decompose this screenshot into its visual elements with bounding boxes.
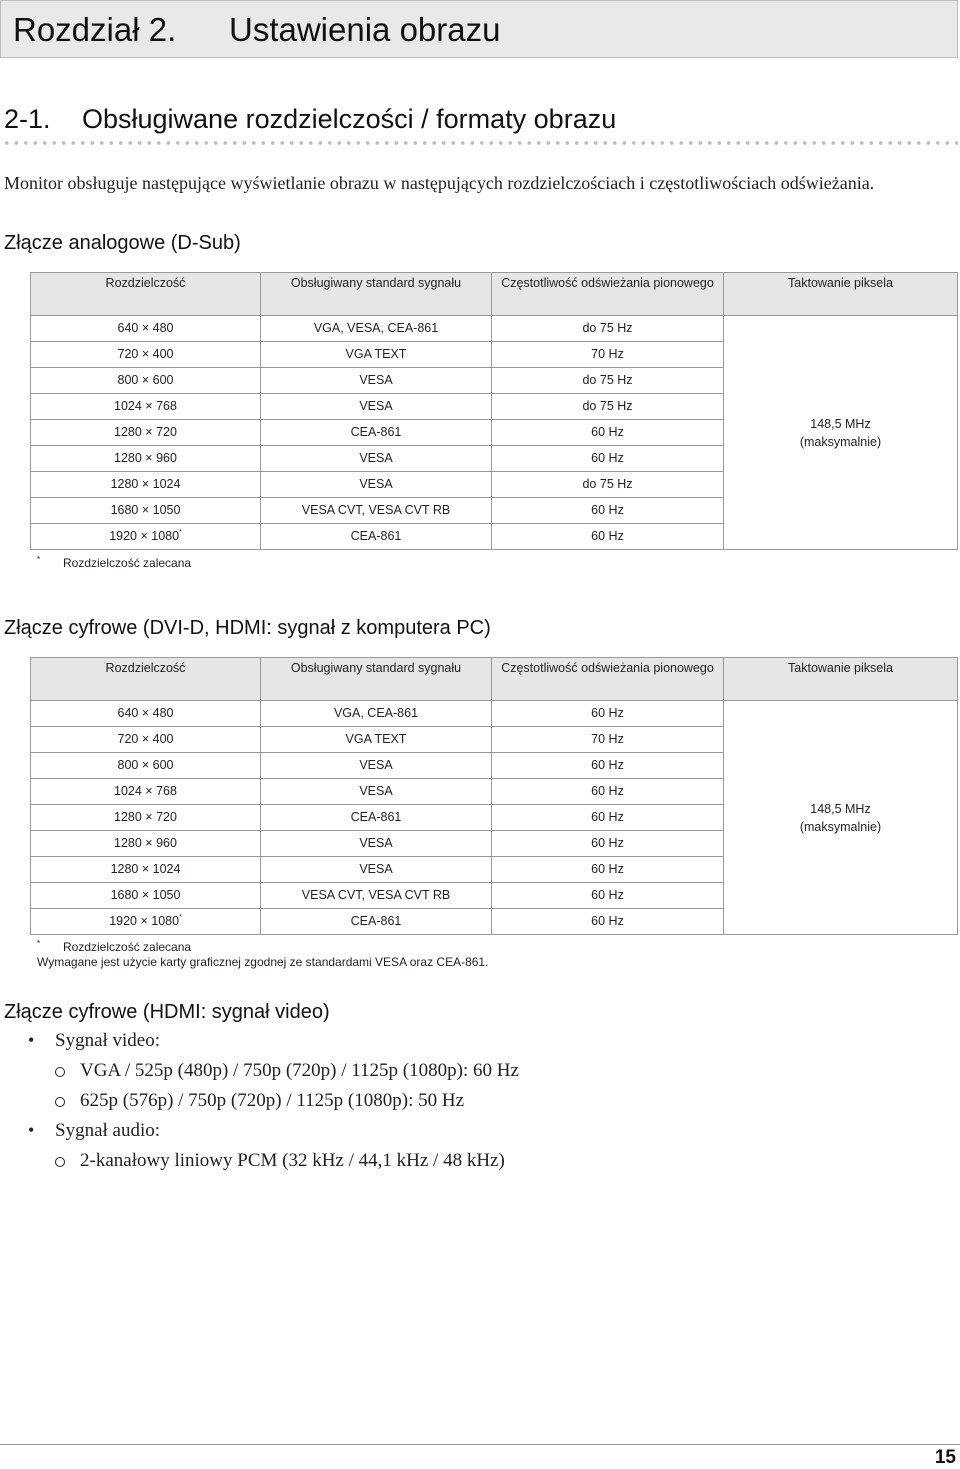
header-resolution: Rozdzielczość <box>31 273 261 316</box>
resolution-value: 800 × 600 <box>117 758 174 772</box>
bullet-icon: • <box>28 1120 35 1140</box>
cell-vertical-frequency: 70 Hz <box>492 342 724 368</box>
resolution-value: 800 × 600 <box>117 373 174 387</box>
resolution-value: 1920 × 1080 <box>109 529 180 543</box>
resolution-value: 1680 × 1050 <box>110 503 181 517</box>
cell-resolution <box>31 701 261 727</box>
cell-resolution <box>31 394 261 420</box>
pixel-clock-value: 148,5 MHz <box>810 416 871 431</box>
cell-signal-standard: VESA <box>261 368 492 394</box>
cell-resolution <box>31 883 261 909</box>
cell-resolution <box>31 498 261 524</box>
cell-signal-standard: CEA-861 <box>261 909 492 935</box>
cell-signal-standard: VESA <box>261 394 492 420</box>
cell-vertical-frequency: do 75 Hz <box>492 316 724 342</box>
cell-resolution <box>31 753 261 779</box>
resolution-value: 1280 × 720 <box>114 425 177 439</box>
circle-bullet-icon <box>55 1067 65 1077</box>
resolution-value: 1280 × 720 <box>114 810 177 824</box>
page-number: 15 <box>934 1447 956 1468</box>
cell-signal-standard: VESA <box>261 753 492 779</box>
recommended-marker: * <box>179 914 182 921</box>
recommended-marker: * <box>179 529 182 536</box>
cell-vertical-frequency: do 75 Hz <box>492 368 724 394</box>
header-signal-standard: Obsługiwany standard sygnału <box>261 273 492 316</box>
header-vertical-frequency: Częstotliwość odświeżania pionowego <box>492 273 724 316</box>
cell-resolution <box>31 420 261 446</box>
resolution-value: 1280 × 1024 <box>110 862 181 876</box>
cell-signal-standard: CEA-861 <box>261 805 492 831</box>
resolution-value: 720 × 400 <box>117 732 174 746</box>
pixel-clock-value: 148,5 MHz <box>810 801 871 816</box>
cell-vertical-frequency: 60 Hz <box>492 831 724 857</box>
cell-vertical-frequency: 60 Hz <box>492 498 724 524</box>
cell-signal-standard: VESA <box>261 472 492 498</box>
cell-signal-standard: VESA <box>261 779 492 805</box>
cell-signal-standard: VGA, VESA, CEA-861 <box>261 316 492 342</box>
footnote-text: Rozdzielczość zalecana <box>63 556 192 570</box>
chapter-header <box>0 0 958 58</box>
cell-vertical-frequency: do 75 Hz <box>492 394 724 420</box>
analog-resolution-table <box>30 272 958 550</box>
cell-vertical-frequency: do 75 Hz <box>492 472 724 498</box>
resolution-value: 1920 × 1080 <box>109 914 180 928</box>
section-title <box>4 104 616 135</box>
cell-signal-standard: VGA, CEA-861 <box>261 701 492 727</box>
cell-vertical-frequency: 60 Hz <box>492 701 724 727</box>
resolution-value: 720 × 400 <box>117 347 174 361</box>
cell-vertical-frequency: 60 Hz <box>492 857 724 883</box>
pixel-clock-note: (maksymalnie) <box>799 434 882 449</box>
digital-pc-resolution-table <box>30 657 958 935</box>
cell-resolution <box>31 831 261 857</box>
digital-pc-heading: Złącze cyfrowe (DVI-D, HDMI: sygnał z komputera PC) <box>4 617 491 639</box>
resolution-value: 640 × 480 <box>117 706 174 720</box>
list-item-text: 2-kanałowy liniowy PCM (32 kHz / 44,1 kHz / 48 kHz) <box>80 1150 505 1171</box>
cell-resolution <box>31 727 261 753</box>
cell-signal-standard: VESA CVT, VESA CVT RB <box>261 498 492 524</box>
cell-vertical-frequency: 60 Hz <box>492 805 724 831</box>
intro-paragraph: Monitor obsługuje następujące wyświetlanie obrazu w następujących rozdzielczościach i częstotliwościach odświeżania. <box>4 173 875 193</box>
cell-resolution <box>31 909 261 935</box>
resolution-value: 640 × 480 <box>117 321 174 335</box>
cell-resolution <box>31 524 261 550</box>
digital-pc-footnote <box>37 939 191 954</box>
cell-vertical-frequency: 60 Hz <box>492 909 724 935</box>
cell-signal-standard: VGA TEXT <box>261 342 492 368</box>
footnote-star: * <box>37 555 41 564</box>
cell-pixel-clock <box>724 316 958 550</box>
digital-pc-footnote-2: Wymagane jest użycie karty graficznej zgodnej ze standardami VESA oraz CEA-861. <box>37 955 489 969</box>
header-pixel-clock: Taktowanie piksela <box>724 658 958 701</box>
cell-signal-standard: VESA <box>261 446 492 472</box>
digital-video-heading: Złącze cyfrowe (HDMI: sygnał video) <box>4 1001 330 1023</box>
cell-resolution <box>31 368 261 394</box>
cell-signal-standard: VESA <box>261 831 492 857</box>
chapter-title: Ustawienia obrazu <box>229 11 501 48</box>
cell-signal-standard: CEA-861 <box>261 524 492 550</box>
cell-resolution <box>31 805 261 831</box>
bullet-icon: • <box>28 1030 35 1050</box>
cell-vertical-frequency: 60 Hz <box>492 446 724 472</box>
chapter-number: Rozdział 2. <box>13 11 177 48</box>
cell-signal-standard: VESA CVT, VESA CVT RB <box>261 883 492 909</box>
dotted-divider <box>2 140 958 146</box>
cell-vertical-frequency: 60 Hz <box>492 524 724 550</box>
cell-signal-standard: VGA TEXT <box>261 727 492 753</box>
cell-resolution <box>31 857 261 883</box>
resolution-value: 1280 × 960 <box>114 451 177 465</box>
list-item-text: Sygnał video: <box>55 1030 161 1051</box>
cell-vertical-frequency: 60 Hz <box>492 753 724 779</box>
cell-vertical-frequency: 60 Hz <box>492 420 724 446</box>
resolution-value: 1024 × 768 <box>114 784 177 798</box>
footnote-text: Rozdzielczość zalecana <box>63 940 192 954</box>
analog-footnote <box>37 555 191 570</box>
resolution-value: 1280 × 1024 <box>110 477 181 491</box>
cell-resolution <box>31 316 261 342</box>
section-title-text: Obsługiwane rozdzielczości / formaty obrazu <box>82 104 617 134</box>
footnote-star: * <box>37 939 41 948</box>
cell-signal-standard: CEA-861 <box>261 420 492 446</box>
circle-bullet-icon <box>55 1157 65 1167</box>
pixel-clock-note: (maksymalnie) <box>799 819 882 834</box>
cell-resolution <box>31 472 261 498</box>
section-number: 2-1. <box>4 104 51 134</box>
list-item-text: VGA / 525p (480p) / 750p (720p) / 1125p (1080p): 60 Hz <box>80 1060 519 1081</box>
circle-bullet-icon <box>55 1097 65 1107</box>
cell-pixel-clock <box>724 701 958 935</box>
header-vertical-frequency: Częstotliwość odświeżania pionowego <box>492 658 724 701</box>
header-signal-standard: Obsługiwany standard sygnału <box>261 658 492 701</box>
header-resolution: Rozdzielczość <box>31 658 261 701</box>
cell-resolution <box>31 342 261 368</box>
footer-divider <box>0 1444 960 1445</box>
cell-signal-standard: VESA <box>261 857 492 883</box>
analog-heading: Złącze analogowe (D-Sub) <box>4 232 241 254</box>
table-header-row <box>31 273 958 316</box>
header-pixel-clock: Taktowanie piksela <box>724 273 958 316</box>
cell-vertical-frequency: 70 Hz <box>492 727 724 753</box>
cell-vertical-frequency: 60 Hz <box>492 883 724 909</box>
cell-vertical-frequency: 60 Hz <box>492 779 724 805</box>
cell-resolution <box>31 779 261 805</box>
table-header-row <box>31 658 958 701</box>
resolution-value: 1680 × 1050 <box>110 888 181 902</box>
list-item-text: Sygnał audio: <box>55 1120 161 1141</box>
list-item-text: 625p (576p) / 750p (720p) / 1125p (1080p): 50 Hz <box>80 1090 464 1111</box>
resolution-value: 1280 × 960 <box>114 836 177 850</box>
cell-resolution <box>31 446 261 472</box>
resolution-value: 1024 × 768 <box>114 399 177 413</box>
table-row <box>31 701 958 727</box>
table-row <box>31 316 958 342</box>
